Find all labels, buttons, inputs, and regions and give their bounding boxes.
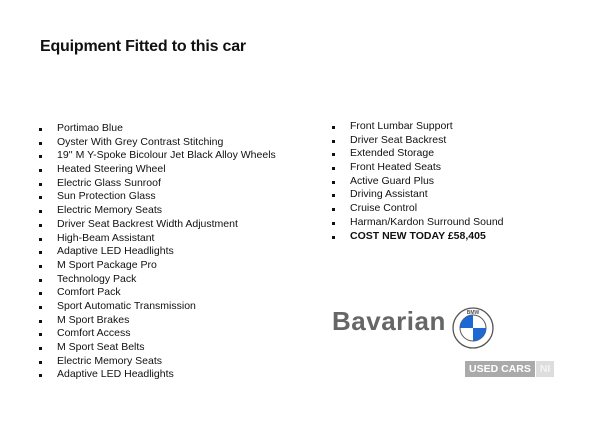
equipment-item: Electric Memory Seats: [39, 355, 276, 369]
equipment-list-left: [39, 122, 276, 382]
equipment-item: Driving Assistant: [332, 188, 504, 202]
equipment-item: High-Beam Assistant: [39, 232, 276, 246]
equipment-item: Electric Glass Sunroof: [39, 177, 276, 191]
badge-used-cars: USED CARS: [465, 361, 535, 377]
used-cars-badge: [465, 361, 554, 377]
equipment-item: Comfort Pack: [39, 286, 276, 300]
equipment-item: M Sport Seat Belts: [39, 341, 276, 355]
equipment-item: Active Guard Plus: [332, 175, 504, 189]
badge-region: NI: [536, 361, 555, 377]
equipment-list-right: [332, 120, 504, 243]
equipment-item: Cruise Control: [332, 202, 504, 216]
equipment-item: Portimao Blue: [39, 122, 276, 136]
dealer-logo-text: Bavarian: [332, 306, 446, 336]
equipment-item: 19'' M Y-Spoke Bicolour Jet Black Alloy Wheels: [39, 149, 276, 163]
equipment-item: Driver Seat Backrest Width Adjustment: [39, 218, 276, 232]
bmw-logo-letters: BMW: [466, 310, 480, 316]
equipment-item: COST NEW TODAY £58,405: [332, 230, 504, 244]
equipment-item: Comfort Access: [39, 327, 276, 341]
equipment-item: Electric Memory Seats: [39, 204, 276, 218]
bmw-logo-icon: [452, 307, 494, 349]
equipment-item: Adaptive LED Headlights: [39, 368, 276, 382]
equipment-item: Harman/Kardon Surround Sound: [332, 216, 504, 230]
equipment-item: Extended Storage: [332, 147, 504, 161]
equipment-item: Front Lumbar Support: [332, 120, 504, 134]
equipment-item: Driver Seat Backrest: [332, 134, 504, 148]
equipment-item: Heated Steering Wheel: [39, 163, 276, 177]
equipment-item: Sport Automatic Transmission: [39, 300, 276, 314]
page-title: Equipment Fitted to this car: [40, 38, 246, 55]
equipment-item: Sun Protection Glass: [39, 190, 276, 204]
equipment-item: M Sport Package Pro: [39, 259, 276, 273]
equipment-item: Oyster With Grey Contrast Stitching: [39, 136, 276, 150]
equipment-item: Technology Pack: [39, 273, 276, 287]
equipment-item: Front Heated Seats: [332, 161, 504, 175]
equipment-item: Adaptive LED Headlights: [39, 245, 276, 259]
equipment-item: M Sport Brakes: [39, 314, 276, 328]
